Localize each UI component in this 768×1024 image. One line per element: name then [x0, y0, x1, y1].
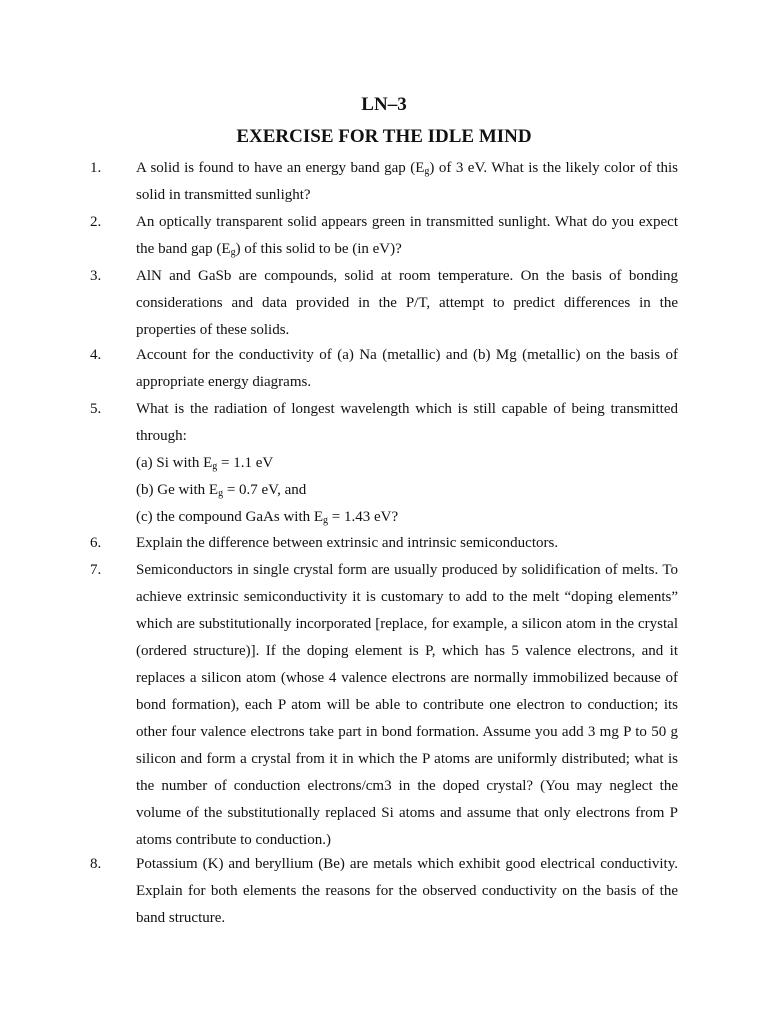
question-text: Potassium (K) and beryllium (Be) are metals which exhibit good electrical conductivity. Explain for both elements the reasons for the observed conductivity on the basis of the band structure.: [136, 856, 678, 926]
question-text: What is the radiation of longest wavelength which is still capable of being transmitted through: (a) Si with $E_g = 1.1$ eV (b) Ge with $E_g = 0.7$ eV, and (c) the compound GaAs with $E_g = 1.43$ eV?: [136, 396, 678, 531]
question-1: [90, 155, 678, 209]
question-text: Semiconductors in single crystal form are usually produced by solidification of melts. To achieve extrinsic semiconductivity it is customary to add to the melt “doping elements” which are substitutionally incorporated [replace, for example, a silicon atom in the crystal (ordered structure)]. If the doping element is P, which has 5 valence electrons, and it replaces a silicon atom (whose 4 valence electrons are normally immobilized because of bond formation), each P atom will be able to contribute one electron to conduction; its other four valence electrons take part in bond formation. Assume you add 3 mg P to 50 g silicon and form a crystal from it in which the P atoms are uniformly distributed; what is the number of conduction electrons/cm3 in the doped crystal? (You may neglect the volume of the substitutionally replaced Si atoms and assume that only electrons from P atoms contribute to conduction.): [136, 562, 678, 848]
question-number: 2.: [90, 214, 102, 230]
question-text: Explain the difference between extrinsic and intrinsic semiconductors.: [136, 535, 559, 551]
question-6: [90, 530, 678, 557]
question-text: A solid is found to have an energy band gap $(E_g)$ of 3 eV. What is the likely color of this solid in transmitted sunlight?: [136, 160, 678, 203]
question-number: 1.: [90, 160, 102, 176]
document-title: EXERCISE FOR THE IDLE MIND: [236, 126, 532, 147]
question-7: [90, 557, 678, 854]
question-number: 7.: [90, 562, 102, 578]
question-text: Account for the conductivity of (a) Na (metallic) and (b) Mg (metallic) on the basis of appropriate energy diagrams.: [136, 347, 678, 390]
question-number: 3.: [90, 268, 102, 284]
sub-item-c: (c) the compound GaAs with $E_g = 1.43$ eV?: [136, 509, 399, 526]
question-number: 6.: [90, 535, 102, 551]
document-code: LN–3: [361, 94, 407, 115]
question-text: AlN and GaSb are compounds, solid at room temperature. On the basis of bonding considerations and data provided in the P/T, attempt to predict differences in the properties of these solids.: [136, 268, 678, 338]
question-number: 8.: [90, 856, 102, 872]
sub-item-a: (a) Si with $E_g = 1.1$ eV: [136, 455, 274, 472]
question-2: [90, 209, 678, 263]
question-number: 5.: [90, 401, 102, 417]
sub-item-b: (b) Ge with $E_g = 0.7$ eV, and: [136, 482, 307, 499]
question-8: [90, 851, 678, 932]
question-5: [90, 396, 678, 531]
question-number: 4.: [90, 347, 102, 363]
question-text: An optically transparent solid appears green in transmitted sunlight. What do you expect the band gap $(E_g)$ of this solid to be (in eV)?: [136, 214, 678, 258]
question-4: [90, 342, 678, 396]
question-3: [90, 263, 678, 344]
